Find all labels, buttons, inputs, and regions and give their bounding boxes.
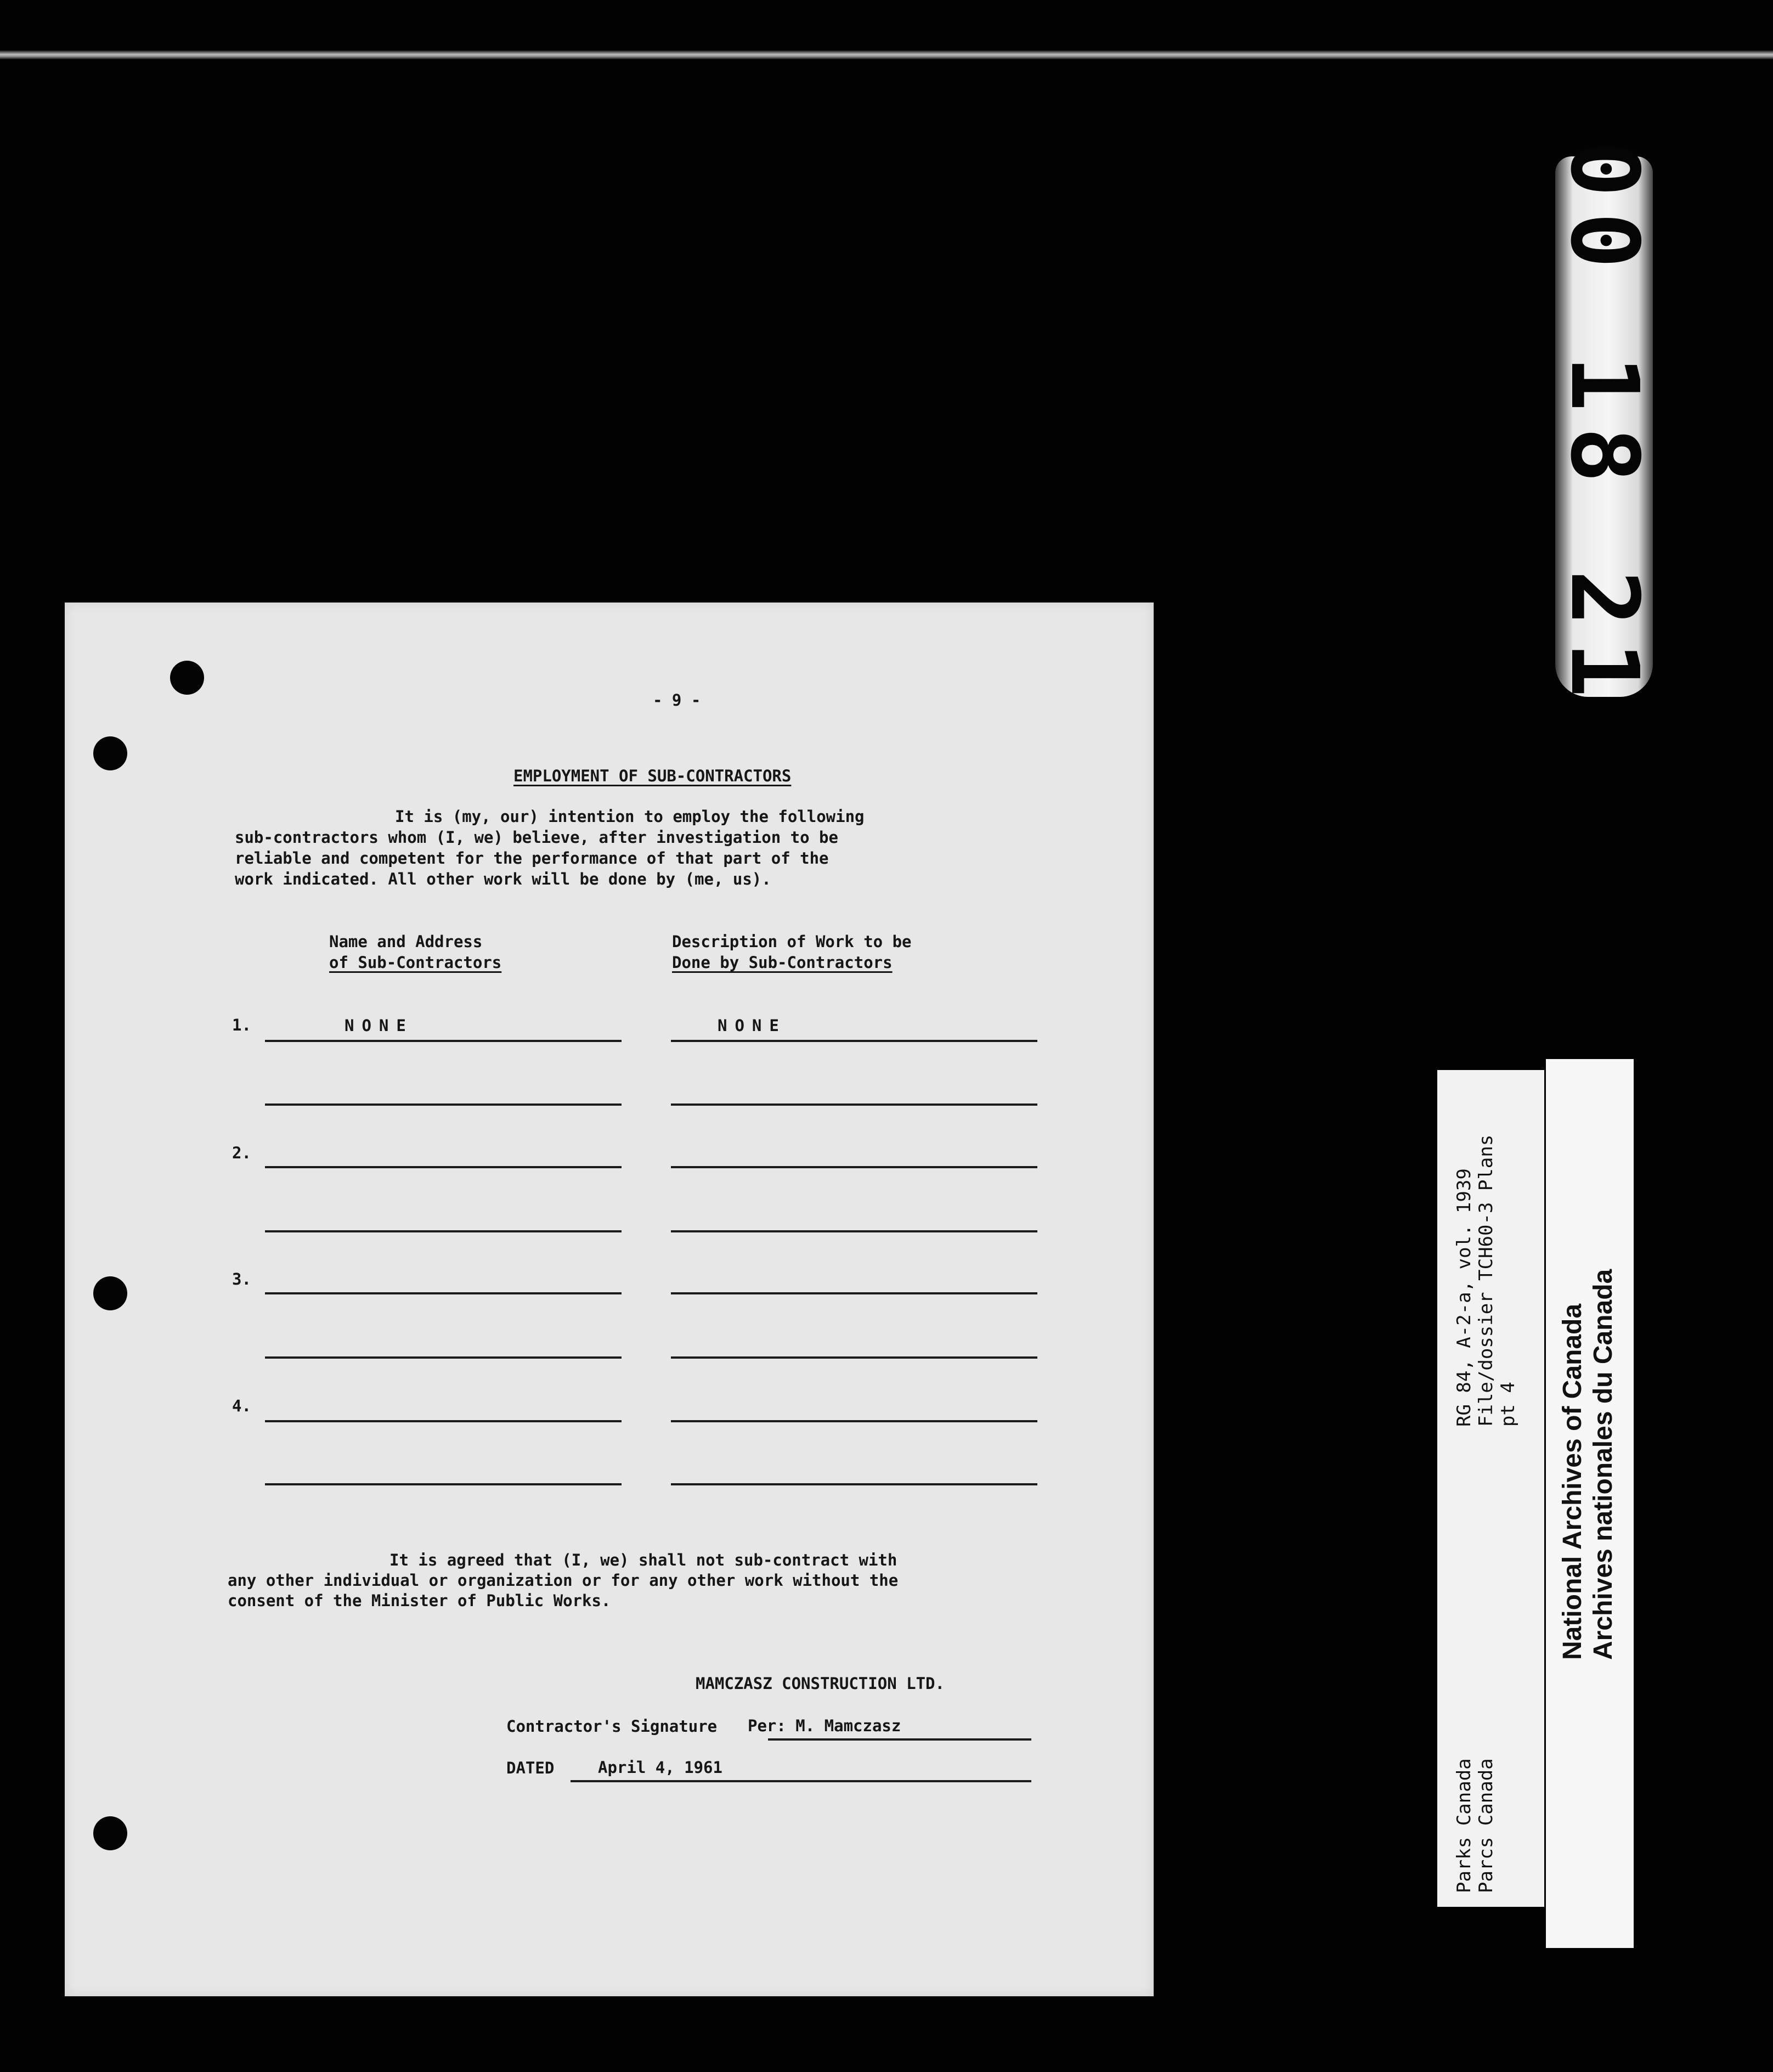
archive-reference-line: File/dossier TCH60-3 Plans <box>1475 1134 1497 1427</box>
document-heading: EMPLOYMENT OF SUB-CONTRACTORS <box>513 767 792 785</box>
document-page <box>65 603 1154 1996</box>
entry-work-line <box>671 1040 1037 1042</box>
column-header-left-line2: of Sub-Contractors <box>329 953 502 972</box>
agreement-line: It is agreed that (I, we) shall not sub-contract with <box>389 1551 897 1569</box>
entry-work-line <box>671 1103 1037 1106</box>
national-archives-line: National Archives of Canada <box>1558 1303 1587 1660</box>
agreement-line: any other individual or organization or for any other work without the <box>228 1571 899 1590</box>
entry-work-line <box>671 1356 1037 1359</box>
entry-name-line <box>265 1230 622 1232</box>
intro-line: reliable and competent for the performance of that part of the <box>235 849 829 868</box>
punch-hole <box>93 1816 127 1850</box>
signature-line <box>768 1738 1031 1741</box>
entry-work-line <box>671 1166 1037 1168</box>
entry-name-line <box>265 1292 622 1294</box>
column-header-left-line1: Name and Address <box>329 932 483 951</box>
dated-line <box>571 1780 1031 1782</box>
punch-hole <box>93 736 127 770</box>
frame-number-label <box>1550 140 1658 713</box>
archive-reference-strip <box>1437 1070 1544 1907</box>
archive-reference-line: pt 4 <box>1497 1382 1519 1427</box>
entry-number: 4. <box>232 1397 251 1415</box>
intro-line: work indicated. All other work will be done by (me, us). <box>235 870 771 888</box>
entry-work-line <box>671 1483 1037 1485</box>
entry-name-line <box>265 1356 622 1359</box>
dated-label: DATED <box>506 1759 555 1777</box>
national-archives-line: Archives nationales du Canada <box>1589 1269 1618 1660</box>
column-header-right-line1: Description of Work to be <box>672 932 912 951</box>
punch-hole <box>170 661 204 695</box>
signature-label: Contractor's Signature <box>506 1717 718 1736</box>
agreement-line: consent of the Minister of Public Works. <box>228 1591 611 1610</box>
archive-reference-line: RG 84, A-2-a, vol. 1939 <box>1453 1168 1475 1427</box>
entry-number: 2. <box>232 1144 251 1162</box>
film-top-edge <box>0 50 1773 59</box>
entry-work-line <box>671 1292 1037 1294</box>
entry-work: NONE <box>718 1016 787 1035</box>
punch-hole <box>93 1276 127 1310</box>
frame-number-text: 00 18 21 <box>1550 140 1658 713</box>
column-header-right-line2: Done by Sub-Contractors <box>672 953 893 972</box>
intro-line: sub-contractors whom (I, we) believe, after investigation to be <box>235 828 838 847</box>
entry-name-line <box>265 1483 622 1485</box>
entry-name-line <box>265 1166 622 1168</box>
national-archives-strip <box>1546 1059 1634 1948</box>
entry-work-line <box>671 1420 1037 1422</box>
entry-work-line <box>671 1230 1037 1232</box>
archive-org-line: Parcs Canada <box>1475 1758 1497 1893</box>
company-name: MAMCZASZ CONSTRUCTION LTD. <box>696 1674 945 1693</box>
archive-org-line: Parks Canada <box>1453 1758 1475 1893</box>
entry-number: 3. <box>232 1270 251 1288</box>
entry-name: NONE <box>345 1016 414 1035</box>
page-number: - 9 - <box>653 691 701 710</box>
intro-line: It is (my, our) intention to employ the following <box>395 807 865 826</box>
signature-value: Per: M. Mamczasz <box>748 1716 901 1735</box>
entry-number: 1. <box>232 1016 251 1034</box>
entry-name-line <box>265 1040 622 1042</box>
dated-value: April 4, 1961 <box>598 1758 722 1777</box>
entry-name-line <box>265 1103 622 1106</box>
entry-name-line <box>265 1420 622 1422</box>
